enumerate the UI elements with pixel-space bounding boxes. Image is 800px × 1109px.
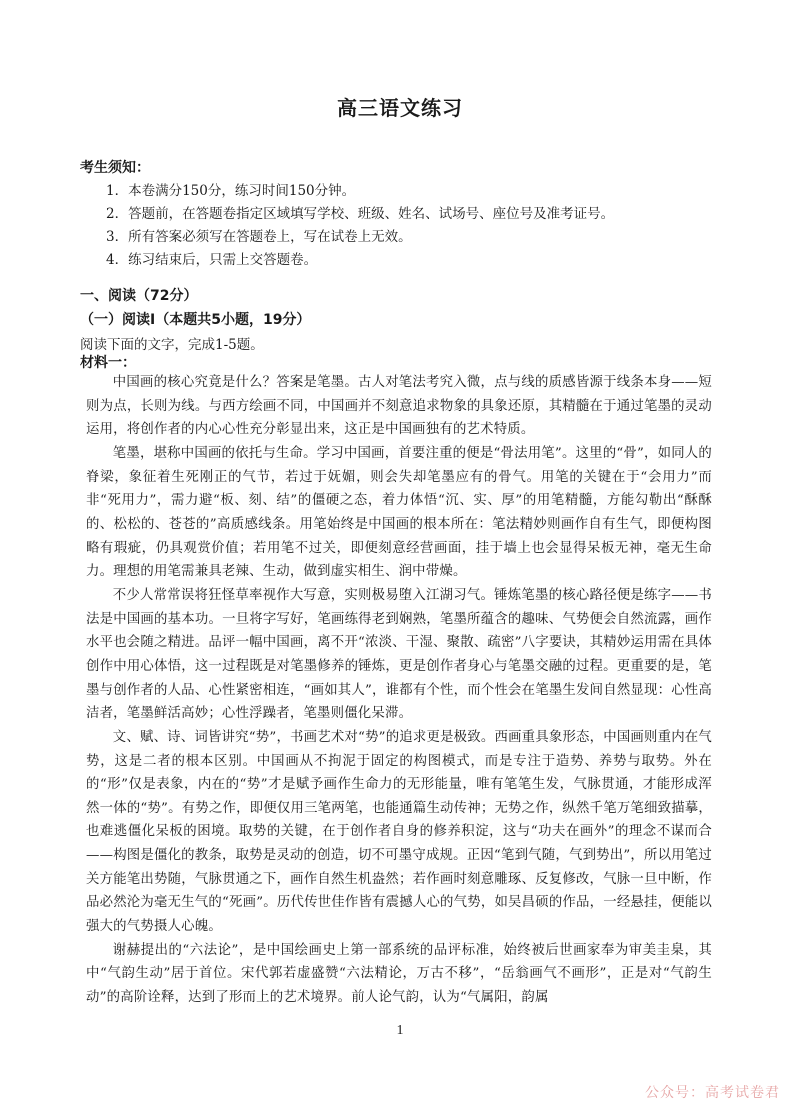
notice-item: 1．本卷满分150分，练习时间150分钟。: [106, 183, 356, 199]
subsection-heading: （一）阅读Ⅰ（本题共5小题，19分）: [80, 312, 311, 328]
page-number: 1: [396, 1023, 404, 1038]
notice-item: 3．所有答案必须写在答题卷上，写在试卷上无效。: [106, 229, 412, 245]
notice-heading: 考生须知：: [80, 160, 150, 176]
passage-paragraph: 谢赫提出的“六法论”，是中国绘画史上第一部系统的品评标准，始终被后世画家奉为审美圭臬，其中“气韵生动”居于首位。宋代郭若虚盛赞“六法精论，万古不移”，“岳翁画气不画形”，正是对“气韵生动”的高阶诠释，达到了形而上的艺术境界。前人论气韵，认为“气属阳，韵属: [86, 942, 712, 1006]
notice-list: [106, 180, 746, 272]
page-title: 高三语文练习: [337, 96, 463, 120]
passage-paragraph: 文、赋、诗、词皆讲究“势”，书画艺术对“势”的追求更是极致。西画重具象形态，中国画则重内在气势，这是二者的根本区别。中国画从不拘泥于固定的构图模式，而是专注于造势、养势与取势。外在的“形”仅是表象，内在的“势”才是赋予画作生命力的无形能量，唯有笔笔生发，气脉贯通，才能形成浑然一体的“势”。有势之作，即便仅用三笔两笔，也能通篇生动传神；无势之作，纵然千笔万笔细致描摹，也难逃僵化呆板的困境。取势的关键，在于创作者自身的修养积淀，这与“功夫在画外”的理念不谋而合——构图是僵化的教条，取势是灵动的创造，切不可墨守成规。正因“笔到气随，气到势出”，所以用笔过关方能笔出势随，气脉贯通之下，画作自然生机盎然；若作画时刻意雕琢、反复修改，气脉一旦中断，作品必然沦为毫无生气的“死画”。历代传世佳作皆有震撼人心的气势，如吴昌硕的作品，一经悬挂，便能以强大的气势摄人心魄。: [86, 729, 712, 935]
notice-item: 2．答题前，在答题卷指定区域填写学校、班级、姓名、试场号、座位号及准考证号。: [106, 206, 615, 222]
instruction-text: 阅读下面的文字，完成1-5题。: [80, 337, 264, 353]
notice-item: 4．练习结束后，只需上交答题卷。: [106, 252, 318, 268]
passage-paragraph: 笔墨，堪称中国画的依托与生命。学习中国画，首要注重的便是“骨法用笔”。这里的“骨”，如同人的脊梁，象征着生死刚正的气节，若过于妩媚，则会失却笔墨应有的骨气。用笔的关键在于“会用力”而非“死用力”，需力避“板、刻、结”的僵硬之态，着力体悟“沉、实、厚”的用笔精髓，方能勾勒出“酥酥的、松松的、苍苍的”高质感线条。用笔始终是中国画的根本所在：笔法精妙则画作自有生气，即便构图略有瑕疵，仍具观赏价值；若用笔不过关，即便刻意经营画面，挂于墙上也会显得呆板无神，毫无生命力。理想的用笔需兼具老辣、生动，做到虚实相生、润中带燥。: [86, 445, 712, 580]
watermark-text: 公众号：高考试卷君: [645, 1085, 780, 1101]
section-heading: 一、阅读（72分）: [80, 288, 198, 304]
material-label: 材料一：: [80, 355, 136, 371]
passage-paragraph: 不少人常常误将狂怪草率视作大写意，实则极易堕入江湖习气。锤炼笔墨的核心路径便是练字——书法是中国画的基本功。一旦将字写好，笔画练得老到娴熟，笔墨所蕴含的趣味、气势便会自然流露，画作水平也会随之精进。品评一幅中国画，离不开“浓淡、干湿、聚散、疏密”八字要诀，其精妙运用需在具体创作中用心体悟，这一过程既是对笔墨修养的锤炼，更是创作者身心与笔墨交融的过程。更重要的是，笔墨与创作者的人品、心性紧密相连，“画如其人”，谁都有个性，而个性会在笔墨生发间自然显现：心性高洁者，笔墨鲜活高妙；心性浮躁者，笔墨则僵化呆滞。: [86, 587, 712, 722]
passage-paragraph: 中国画的核心究竟是什么？答案是笔墨。古人对笔法考究入微，点与线的质感皆源于线条本身——短则为点，长则为线。与西方绘画不同，中国画并不刻意追求物象的具象还原，其精髓在于通过笔墨的灵动运用，将创作者的内心心性充分彰显出来，这正是中国画独有的艺术特质。: [86, 375, 712, 438]
reading-passage: [86, 371, 712, 1010]
